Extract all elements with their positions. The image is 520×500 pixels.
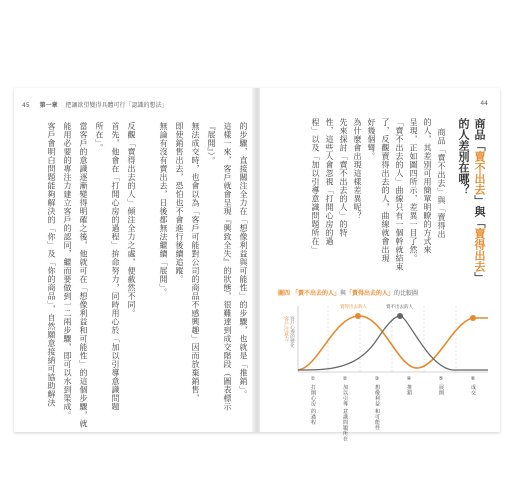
legend-sell: 賣得出去的人 bbox=[340, 305, 367, 310]
figure-title-post: 的比較圖 bbox=[393, 290, 418, 297]
left-col-0: 的步驟，直接關注全力在「想像利益與可能性」的步驟，也就是「推銷」。 bbox=[239, 122, 248, 399]
right-col-6: 為什麼會出現這樣差異呢？ bbox=[353, 118, 362, 220]
comparison-figure bbox=[278, 288, 492, 442]
marker-sell-peak bbox=[355, 313, 361, 319]
marker-sell-final bbox=[470, 315, 476, 321]
legend-nosell: 賣不出去的人 bbox=[386, 305, 413, 310]
left-col-4: 即使銷售出去，恐怕也不會進行後續追蹤。 bbox=[175, 122, 184, 284]
right-col-7: 先來探討「賣不出去的人」的特 bbox=[339, 118, 348, 237]
stage-label-4: ④ 推銷 bbox=[406, 376, 412, 396]
title-mid: 」與「 bbox=[473, 195, 486, 228]
left-page bbox=[14, 88, 254, 432]
right-col-3: 「賣不出去的人」曲線只有一個幹就結束 bbox=[395, 118, 404, 271]
right-col-0: 商品「賣不出去」與「賣得出 bbox=[437, 128, 446, 239]
title-highlight-1: 賣不出去 bbox=[473, 151, 486, 195]
title-highlight-2: 賣得出去 bbox=[473, 228, 486, 272]
y-axis-sub-label: 客戶心理的變化 bbox=[289, 316, 295, 348]
figure-title-mid: 與 bbox=[339, 290, 346, 297]
figure-title-part2: 「賣得出去的人」 bbox=[345, 290, 394, 297]
left-col-9: 所在」。 bbox=[95, 122, 104, 152]
left-chapter: 第一章 bbox=[39, 102, 58, 109]
left-col-10: 當客戶的意識逐漸變得明確之後，他就可在「想像利益和可能性」的這個步驟，就 bbox=[79, 122, 88, 428]
left-col-11: 能用必要的專注力建立客戶的認同，繼而要做到一二兩步驟，即可以水到渠成。 bbox=[63, 122, 72, 420]
marker-nosell-peak bbox=[397, 313, 403, 319]
curve-sell bbox=[298, 316, 488, 370]
section-title-line1 bbox=[472, 118, 486, 283]
left-page-number: 45 bbox=[22, 102, 30, 109]
book-spread bbox=[14, 88, 500, 442]
right-page bbox=[260, 88, 500, 442]
left-header-title: 把讓欲望變得具體可行「認識的想法」 bbox=[65, 102, 168, 109]
stage-label-6: ⑥ 成交 bbox=[470, 376, 476, 396]
left-col-1: 這樣一來，客戶就會呈現『興致全失』的狀態，很難達到成交階段（圖表標示 bbox=[223, 122, 232, 411]
right-col-8: 性，這些人會忽視「打開心房的過 bbox=[325, 118, 334, 246]
stage-label-1: ① 打開心房 的過程 bbox=[310, 376, 316, 426]
right-col-1: 的人，其差別可用簡單明瞭的方式來 bbox=[423, 118, 432, 254]
right-col-4: 了，反觀賣得出去的人，曲線就會出現 bbox=[381, 118, 390, 263]
stage-label-3: ③ 想像利益 和可能性 bbox=[374, 376, 380, 431]
figure-title-part1: 「賣不出去的人」 bbox=[291, 290, 340, 297]
right-col-2: 呈現，正如圖四所示，差異一目了然。 bbox=[409, 118, 418, 263]
right-page-number: 44 bbox=[480, 100, 488, 107]
figure-label: 圖四 bbox=[278, 290, 291, 297]
left-col-8: 首先，他會在「打開心房的過程」拚命努力，同時用心於「加以引導意識問題 bbox=[111, 122, 120, 411]
title-post: 」 bbox=[473, 272, 486, 283]
left-col-2: 『展開』）。 bbox=[207, 122, 216, 165]
right-col-9: 程」以及「加以引導意識問題所在」 bbox=[311, 118, 320, 254]
left-col-3: 無法成交時，也會以為「客戶可能對公司的商品不感興趣」因而放棄銷售， bbox=[191, 122, 200, 403]
figure-title bbox=[278, 288, 418, 297]
left-col-5: 無論有沒有賣出去，日後都無法繼續「展開」。 bbox=[159, 122, 168, 297]
title-pre: 商品「 bbox=[473, 118, 486, 151]
left-col-12: 客戶會明白問題能夠解決的「你」及「你的商品」，自然願意接納可協助解決 bbox=[47, 122, 56, 407]
y-axis-label: 客戶注意力 bbox=[283, 316, 289, 341]
right-col-5: 好幾個彎。 bbox=[367, 118, 376, 161]
left-page-header bbox=[22, 100, 168, 109]
left-col-7: 反觀「賣得出去的人」傾注全力之處，便截然不同。 bbox=[127, 122, 136, 318]
stage-label-5: ⑤ 展開 bbox=[438, 376, 444, 396]
stage-label-2: ② 加以引導 意識問題所在 bbox=[342, 376, 348, 442]
section-title-line2: 的人差別在哪？ bbox=[457, 118, 470, 195]
